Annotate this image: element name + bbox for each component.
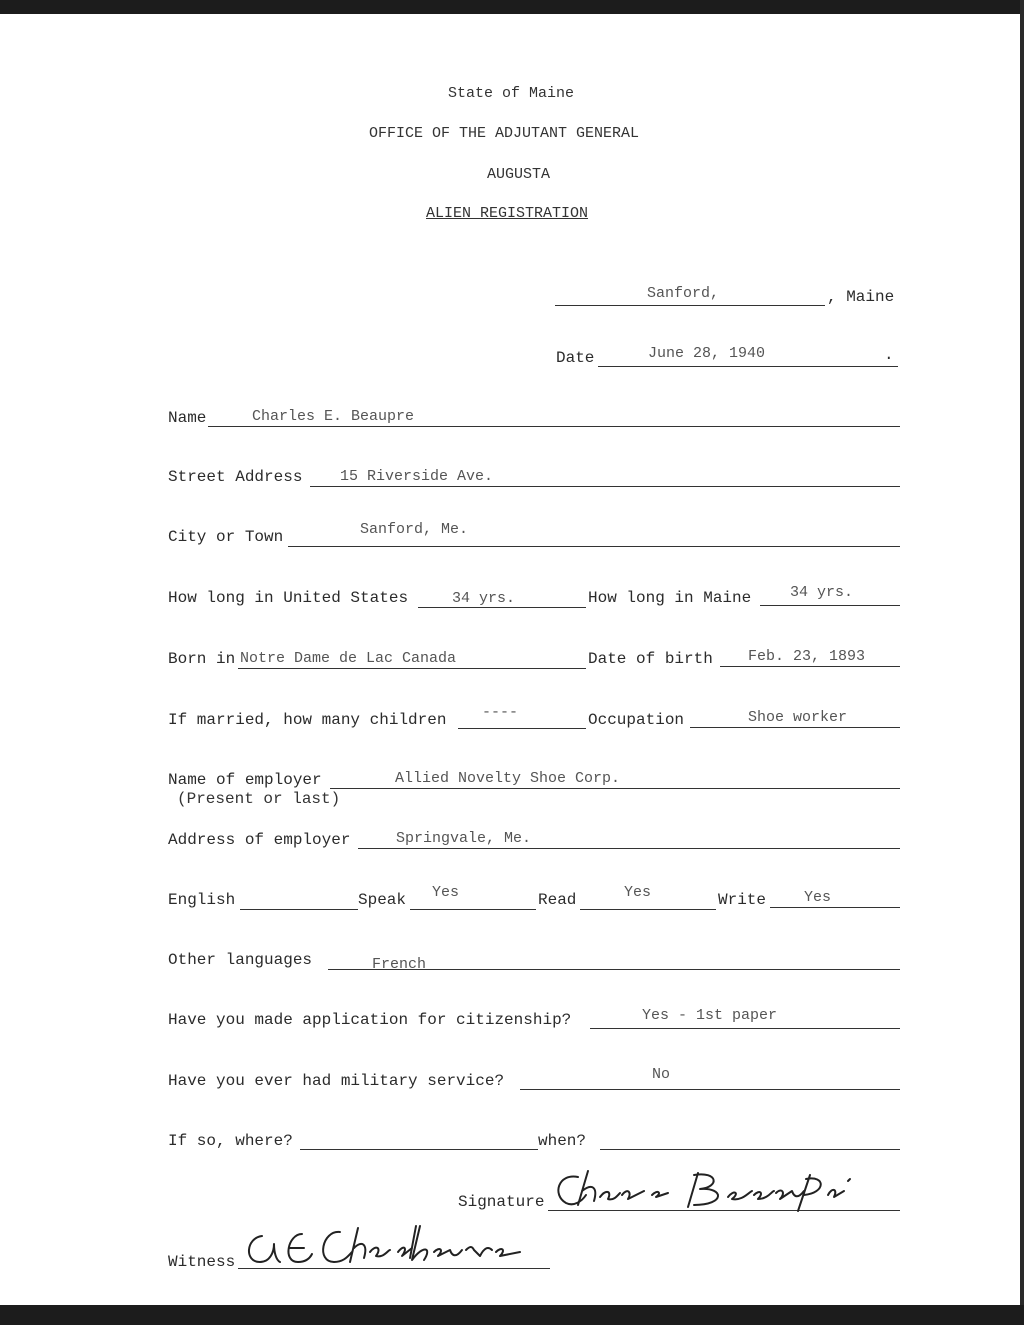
name-value: Charles E. Beaupre xyxy=(252,408,415,425)
read-line xyxy=(580,909,716,910)
maine-duration-label: How long in Maine xyxy=(588,589,752,607)
write-label: Write xyxy=(718,891,767,909)
born-in-label: Born in xyxy=(168,650,236,668)
street-value: 15 Riverside Ave. xyxy=(340,468,494,485)
citizenship-label: Have you made application for citizenship? xyxy=(168,1011,572,1029)
english-label: English xyxy=(168,891,236,909)
when-line xyxy=(600,1149,900,1150)
military-label: Have you ever had military service? xyxy=(168,1072,505,1090)
occupation-line xyxy=(690,727,900,728)
children-label: If married, how many children xyxy=(168,711,447,729)
occupation-value: Shoe worker xyxy=(748,709,848,726)
city-value: Sanford, Me. xyxy=(360,521,469,538)
scan-top-border xyxy=(0,0,1024,14)
write-value: Yes xyxy=(804,889,832,906)
when-label: when? xyxy=(538,1132,587,1150)
maine-duration-line xyxy=(760,605,900,606)
birth-date-label: Date of birth xyxy=(588,650,713,668)
birth-date-line xyxy=(720,666,900,667)
born-in-value: Notre Dame de Lac Canada xyxy=(240,650,457,667)
employer-address-label: Address of employer xyxy=(168,831,351,849)
occupation-label: Occupation xyxy=(588,711,685,729)
military-line xyxy=(520,1089,900,1090)
name-line xyxy=(208,426,900,427)
where-label: If so, where? xyxy=(168,1132,293,1150)
location-line xyxy=(555,305,825,306)
header-office: OFFICE OF THE ADJUTANT GENERAL xyxy=(369,125,640,142)
english-line xyxy=(240,909,358,910)
us-duration-label: How long in United States xyxy=(168,589,409,607)
us-duration-value: 34 yrs. xyxy=(452,590,516,607)
employer-address-line xyxy=(358,848,900,849)
employer-value: Allied Novelty Shoe Corp. xyxy=(395,770,621,787)
read-value: Yes xyxy=(624,884,652,901)
born-in-line xyxy=(238,668,586,669)
citizenship-line xyxy=(590,1028,900,1029)
scan-right-border xyxy=(1020,0,1024,1325)
name-label: Name xyxy=(168,409,207,427)
date-label: Date xyxy=(556,349,595,367)
city-label: City or Town xyxy=(168,528,284,546)
children-value: ---- xyxy=(482,704,519,721)
street-line xyxy=(310,486,900,487)
write-line xyxy=(770,907,900,908)
employer-line xyxy=(330,788,900,789)
location-suffix: , Maine xyxy=(827,288,895,306)
military-value: No xyxy=(652,1066,671,1083)
children-line xyxy=(458,728,586,729)
speak-line xyxy=(410,909,536,910)
date-line xyxy=(598,366,898,367)
employer-label: Name of employer xyxy=(168,771,322,789)
date-value: June 28, 1940 xyxy=(648,345,766,362)
city-line xyxy=(288,546,900,547)
scan-bottom-border xyxy=(0,1305,1024,1325)
date-period: . xyxy=(884,346,894,364)
witness-signature xyxy=(240,1222,530,1272)
header-state: State of Maine xyxy=(448,85,575,102)
us-duration-line xyxy=(418,607,586,608)
street-label: Street Address xyxy=(168,468,303,486)
signature-label: Signature xyxy=(458,1193,545,1211)
citizenship-value: Yes - 1st paper xyxy=(642,1007,778,1024)
location-value: Sanford, xyxy=(647,285,720,302)
witness-label: Witness xyxy=(168,1253,236,1271)
where-line xyxy=(300,1149,538,1150)
birth-date-value: Feb. 23, 1893 xyxy=(748,648,866,665)
read-label: Read xyxy=(538,891,577,909)
employer-address-value: Springvale, Me. xyxy=(396,830,532,847)
other-languages-value: French xyxy=(372,956,427,973)
form-title: ALIEN REGISTRATION xyxy=(426,205,589,222)
applicant-signature xyxy=(548,1165,888,1215)
speak-label: Speak xyxy=(358,891,407,909)
speak-value: Yes xyxy=(432,884,460,901)
header-city: AUGUSTA xyxy=(487,166,551,183)
employer-sublabel: (Present or last) xyxy=(177,790,341,808)
other-languages-label: Other languages xyxy=(168,951,313,969)
maine-duration-value: 34 yrs. xyxy=(790,584,854,601)
